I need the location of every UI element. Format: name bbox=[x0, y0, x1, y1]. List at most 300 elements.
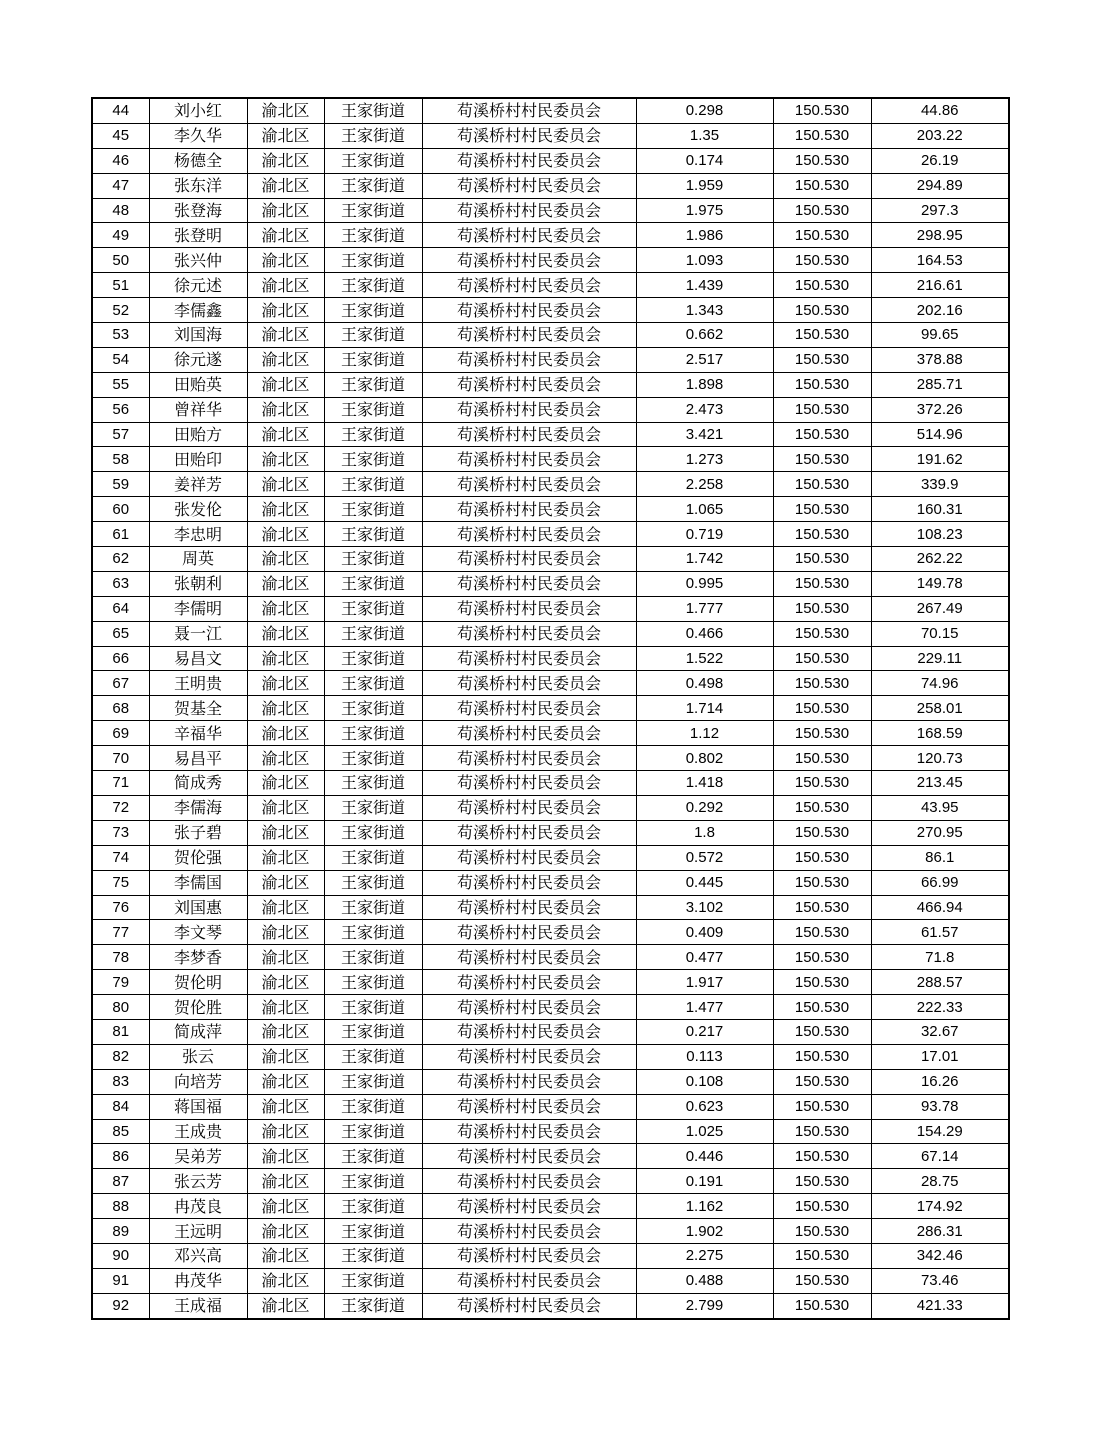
cell-village-committee: 苟溪桥村村民委员会 bbox=[422, 646, 636, 671]
cell-person-name: 刘小红 bbox=[149, 98, 247, 123]
cell-area-value: 1.959 bbox=[636, 173, 773, 198]
cell-subdistrict: 王家街道 bbox=[324, 1094, 422, 1119]
cell-person-name: 聂一江 bbox=[149, 621, 247, 646]
cell-village-committee: 苟溪桥村村民委员会 bbox=[422, 671, 636, 696]
cell-subdistrict: 王家街道 bbox=[324, 372, 422, 397]
cell-village-committee: 苟溪桥村村民委员会 bbox=[422, 497, 636, 522]
cell-village-committee: 苟溪桥村村民委员会 bbox=[422, 347, 636, 372]
cell-person-name: 易昌文 bbox=[149, 646, 247, 671]
cell-amount: 174.92 bbox=[871, 1194, 1009, 1219]
table-row bbox=[92, 1069, 1009, 1094]
cell-amount: 120.73 bbox=[871, 746, 1009, 771]
cell-village-committee: 苟溪桥村村民委员会 bbox=[422, 98, 636, 123]
cell-area-value: 0.174 bbox=[636, 148, 773, 173]
cell-row-number: 90 bbox=[92, 1243, 149, 1268]
cell-amount: 93.78 bbox=[871, 1094, 1009, 1119]
cell-person-name: 王成福 bbox=[149, 1293, 247, 1318]
cell-row-number: 53 bbox=[92, 323, 149, 348]
cell-unit-price: 150.530 bbox=[773, 920, 871, 945]
cell-amount: 108.23 bbox=[871, 522, 1009, 547]
table-row bbox=[92, 1219, 1009, 1244]
cell-area-value: 0.298 bbox=[636, 98, 773, 123]
cell-unit-price: 150.530 bbox=[773, 795, 871, 820]
cell-village-committee: 苟溪桥村村民委员会 bbox=[422, 746, 636, 771]
cell-amount: 342.46 bbox=[871, 1243, 1009, 1268]
cell-district: 渝北区 bbox=[247, 1094, 324, 1119]
cell-person-name: 张登明 bbox=[149, 223, 247, 248]
cell-subdistrict: 王家街道 bbox=[324, 1019, 422, 1044]
cell-subdistrict: 王家街道 bbox=[324, 148, 422, 173]
cell-subdistrict: 王家街道 bbox=[324, 771, 422, 796]
cell-amount: 222.33 bbox=[871, 995, 1009, 1020]
cell-unit-price: 150.530 bbox=[773, 98, 871, 123]
cell-area-value: 1.093 bbox=[636, 248, 773, 273]
cell-unit-price: 150.530 bbox=[773, 1044, 871, 1069]
cell-row-number: 88 bbox=[92, 1194, 149, 1219]
cell-subdistrict: 王家街道 bbox=[324, 1144, 422, 1169]
cell-row-number: 62 bbox=[92, 547, 149, 572]
cell-row-number: 86 bbox=[92, 1144, 149, 1169]
cell-unit-price: 150.530 bbox=[773, 1069, 871, 1094]
cell-amount: 216.61 bbox=[871, 273, 1009, 298]
cell-unit-price: 150.530 bbox=[773, 1169, 871, 1194]
cell-unit-price: 150.530 bbox=[773, 970, 871, 995]
cell-person-name: 简成秀 bbox=[149, 771, 247, 796]
cell-unit-price: 150.530 bbox=[773, 298, 871, 323]
cell-row-number: 45 bbox=[92, 123, 149, 148]
cell-subdistrict: 王家街道 bbox=[324, 945, 422, 970]
cell-unit-price: 150.530 bbox=[773, 522, 871, 547]
cell-row-number: 80 bbox=[92, 995, 149, 1020]
cell-village-committee: 苟溪桥村村民委员会 bbox=[422, 920, 636, 945]
cell-subdistrict: 王家街道 bbox=[324, 497, 422, 522]
cell-subdistrict: 王家街道 bbox=[324, 98, 422, 123]
cell-amount: 514.96 bbox=[871, 422, 1009, 447]
cell-unit-price: 150.530 bbox=[773, 820, 871, 845]
cell-district: 渝北区 bbox=[247, 547, 324, 572]
cell-unit-price: 150.530 bbox=[773, 746, 871, 771]
cell-village-committee: 苟溪桥村村民委员会 bbox=[422, 447, 636, 472]
cell-area-value: 1.975 bbox=[636, 198, 773, 223]
cell-district: 渝北区 bbox=[247, 223, 324, 248]
cell-district: 渝北区 bbox=[247, 1169, 324, 1194]
cell-village-committee: 苟溪桥村村民委员会 bbox=[422, 571, 636, 596]
cell-amount: 86.1 bbox=[871, 845, 1009, 870]
table-row bbox=[92, 995, 1009, 1020]
cell-unit-price: 150.530 bbox=[773, 1293, 871, 1318]
cell-district: 渝北区 bbox=[247, 1243, 324, 1268]
cell-amount: 191.62 bbox=[871, 447, 1009, 472]
cell-village-committee: 苟溪桥村村民委员会 bbox=[422, 1119, 636, 1144]
table-row bbox=[92, 820, 1009, 845]
table-row bbox=[92, 1144, 1009, 1169]
cell-amount: 294.89 bbox=[871, 173, 1009, 198]
cell-row-number: 58 bbox=[92, 447, 149, 472]
cell-subdistrict: 王家街道 bbox=[324, 347, 422, 372]
cell-district: 渝北区 bbox=[247, 671, 324, 696]
table-row bbox=[92, 298, 1009, 323]
cell-person-name: 刘国海 bbox=[149, 323, 247, 348]
table-body bbox=[92, 98, 1009, 1319]
table-row bbox=[92, 397, 1009, 422]
cell-amount: 258.01 bbox=[871, 696, 1009, 721]
cell-area-value: 1.986 bbox=[636, 223, 773, 248]
cell-village-committee: 苟溪桥村村民委员会 bbox=[422, 945, 636, 970]
cell-village-committee: 苟溪桥村村民委员会 bbox=[422, 1094, 636, 1119]
cell-subdistrict: 王家街道 bbox=[324, 323, 422, 348]
cell-district: 渝北区 bbox=[247, 148, 324, 173]
cell-area-value: 1.742 bbox=[636, 547, 773, 572]
cell-district: 渝北区 bbox=[247, 1044, 324, 1069]
cell-district: 渝北区 bbox=[247, 696, 324, 721]
cell-row-number: 91 bbox=[92, 1268, 149, 1293]
cell-person-name: 冉茂良 bbox=[149, 1194, 247, 1219]
cell-subdistrict: 王家街道 bbox=[324, 273, 422, 298]
cell-unit-price: 150.530 bbox=[773, 422, 871, 447]
cell-unit-price: 150.530 bbox=[773, 547, 871, 572]
table-row bbox=[92, 472, 1009, 497]
table-row bbox=[92, 1094, 1009, 1119]
cell-village-committee: 苟溪桥村村民委员会 bbox=[422, 223, 636, 248]
cell-amount: 71.8 bbox=[871, 945, 1009, 970]
cell-district: 渝北区 bbox=[247, 1293, 324, 1318]
cell-area-value: 1.343 bbox=[636, 298, 773, 323]
cell-village-committee: 苟溪桥村村民委员会 bbox=[422, 1194, 636, 1219]
table-row bbox=[92, 173, 1009, 198]
table-row bbox=[92, 372, 1009, 397]
cell-district: 渝北区 bbox=[247, 1268, 324, 1293]
cell-row-number: 66 bbox=[92, 646, 149, 671]
cell-subdistrict: 王家街道 bbox=[324, 248, 422, 273]
cell-amount: 149.78 bbox=[871, 571, 1009, 596]
cell-row-number: 89 bbox=[92, 1219, 149, 1244]
cell-person-name: 李儒明 bbox=[149, 596, 247, 621]
cell-person-name: 李儒海 bbox=[149, 795, 247, 820]
cell-unit-price: 150.530 bbox=[773, 571, 871, 596]
cell-village-committee: 苟溪桥村村民委员会 bbox=[422, 1144, 636, 1169]
cell-district: 渝北区 bbox=[247, 98, 324, 123]
cell-village-committee: 苟溪桥村村民委员会 bbox=[422, 970, 636, 995]
cell-row-number: 52 bbox=[92, 298, 149, 323]
cell-row-number: 78 bbox=[92, 945, 149, 970]
cell-area-value: 0.477 bbox=[636, 945, 773, 970]
cell-person-name: 李儒国 bbox=[149, 870, 247, 895]
cell-village-committee: 苟溪桥村村民委员会 bbox=[422, 1268, 636, 1293]
cell-amount: 73.46 bbox=[871, 1268, 1009, 1293]
table-row bbox=[92, 1044, 1009, 1069]
cell-row-number: 64 bbox=[92, 596, 149, 621]
cell-district: 渝北区 bbox=[247, 721, 324, 746]
cell-person-name: 张云 bbox=[149, 1044, 247, 1069]
cell-unit-price: 150.530 bbox=[773, 447, 871, 472]
cell-unit-price: 150.530 bbox=[773, 870, 871, 895]
cell-unit-price: 150.530 bbox=[773, 596, 871, 621]
cell-district: 渝北区 bbox=[247, 646, 324, 671]
cell-subdistrict: 王家街道 bbox=[324, 447, 422, 472]
cell-unit-price: 150.530 bbox=[773, 1194, 871, 1219]
cell-amount: 421.33 bbox=[871, 1293, 1009, 1318]
cell-district: 渝北区 bbox=[247, 422, 324, 447]
cell-person-name: 张子碧 bbox=[149, 820, 247, 845]
cell-person-name: 贺伦强 bbox=[149, 845, 247, 870]
cell-district: 渝北区 bbox=[247, 1019, 324, 1044]
cell-area-value: 0.113 bbox=[636, 1044, 773, 1069]
cell-village-committee: 苟溪桥村村民委员会 bbox=[422, 472, 636, 497]
table-row bbox=[92, 1293, 1009, 1318]
cell-subdistrict: 王家街道 bbox=[324, 571, 422, 596]
cell-district: 渝北区 bbox=[247, 323, 324, 348]
table-row bbox=[92, 1194, 1009, 1219]
cell-district: 渝北区 bbox=[247, 945, 324, 970]
cell-amount: 297.3 bbox=[871, 198, 1009, 223]
cell-subdistrict: 王家街道 bbox=[324, 1219, 422, 1244]
cell-district: 渝北区 bbox=[247, 198, 324, 223]
cell-person-name: 杨德全 bbox=[149, 148, 247, 173]
cell-subdistrict: 王家街道 bbox=[324, 795, 422, 820]
table-row bbox=[92, 447, 1009, 472]
cell-person-name: 张兴仲 bbox=[149, 248, 247, 273]
cell-subdistrict: 王家街道 bbox=[324, 1243, 422, 1268]
cell-district: 渝北区 bbox=[247, 347, 324, 372]
cell-district: 渝北区 bbox=[247, 397, 324, 422]
cell-village-committee: 苟溪桥村村民委员会 bbox=[422, 123, 636, 148]
cell-area-value: 0.995 bbox=[636, 571, 773, 596]
cell-district: 渝北区 bbox=[247, 596, 324, 621]
cell-unit-price: 150.530 bbox=[773, 273, 871, 298]
table-row bbox=[92, 522, 1009, 547]
cell-district: 渝北区 bbox=[247, 1219, 324, 1244]
cell-district: 渝北区 bbox=[247, 795, 324, 820]
cell-area-value: 0.498 bbox=[636, 671, 773, 696]
cell-unit-price: 150.530 bbox=[773, 1019, 871, 1044]
cell-area-value: 0.719 bbox=[636, 522, 773, 547]
cell-village-committee: 苟溪桥村村民委员会 bbox=[422, 1044, 636, 1069]
cell-unit-price: 150.530 bbox=[773, 646, 871, 671]
table-row bbox=[92, 596, 1009, 621]
cell-unit-price: 150.530 bbox=[773, 223, 871, 248]
table-row bbox=[92, 671, 1009, 696]
cell-unit-price: 150.530 bbox=[773, 372, 871, 397]
cell-amount: 16.26 bbox=[871, 1069, 1009, 1094]
cell-row-number: 81 bbox=[92, 1019, 149, 1044]
cell-unit-price: 150.530 bbox=[773, 721, 871, 746]
cell-unit-price: 150.530 bbox=[773, 1268, 871, 1293]
cell-subdistrict: 王家街道 bbox=[324, 298, 422, 323]
cell-row-number: 60 bbox=[92, 497, 149, 522]
table-row bbox=[92, 347, 1009, 372]
cell-subdistrict: 王家街道 bbox=[324, 820, 422, 845]
cell-amount: 298.95 bbox=[871, 223, 1009, 248]
cell-row-number: 51 bbox=[92, 273, 149, 298]
cell-person-name: 徐元述 bbox=[149, 273, 247, 298]
cell-subdistrict: 王家街道 bbox=[324, 970, 422, 995]
cell-unit-price: 150.530 bbox=[773, 845, 871, 870]
cell-subdistrict: 王家街道 bbox=[324, 173, 422, 198]
cell-row-number: 54 bbox=[92, 347, 149, 372]
cell-unit-price: 150.530 bbox=[773, 497, 871, 522]
cell-row-number: 59 bbox=[92, 472, 149, 497]
cell-row-number: 70 bbox=[92, 746, 149, 771]
cell-row-number: 46 bbox=[92, 148, 149, 173]
cell-village-committee: 苟溪桥村村民委员会 bbox=[422, 248, 636, 273]
cell-area-value: 1.714 bbox=[636, 696, 773, 721]
cell-unit-price: 150.530 bbox=[773, 1243, 871, 1268]
cell-area-value: 1.902 bbox=[636, 1219, 773, 1244]
cell-area-value: 1.162 bbox=[636, 1194, 773, 1219]
cell-subdistrict: 王家街道 bbox=[324, 1169, 422, 1194]
table-row bbox=[92, 646, 1009, 671]
cell-village-committee: 苟溪桥村村民委员会 bbox=[422, 870, 636, 895]
cell-unit-price: 150.530 bbox=[773, 397, 871, 422]
cell-row-number: 65 bbox=[92, 621, 149, 646]
cell-district: 渝北区 bbox=[247, 298, 324, 323]
cell-subdistrict: 王家街道 bbox=[324, 721, 422, 746]
cell-district: 渝北区 bbox=[247, 771, 324, 796]
cell-unit-price: 150.530 bbox=[773, 1219, 871, 1244]
cell-area-value: 0.445 bbox=[636, 870, 773, 895]
cell-subdistrict: 王家街道 bbox=[324, 621, 422, 646]
cell-amount: 66.99 bbox=[871, 870, 1009, 895]
cell-district: 渝北区 bbox=[247, 920, 324, 945]
cell-amount: 17.01 bbox=[871, 1044, 1009, 1069]
cell-district: 渝北区 bbox=[247, 497, 324, 522]
table-row bbox=[92, 1119, 1009, 1144]
cell-district: 渝北区 bbox=[247, 1119, 324, 1144]
table-row bbox=[92, 870, 1009, 895]
cell-district: 渝北区 bbox=[247, 522, 324, 547]
cell-district: 渝北区 bbox=[247, 273, 324, 298]
cell-unit-price: 150.530 bbox=[773, 173, 871, 198]
cell-amount: 32.67 bbox=[871, 1019, 1009, 1044]
cell-subdistrict: 王家街道 bbox=[324, 198, 422, 223]
cell-amount: 286.31 bbox=[871, 1219, 1009, 1244]
cell-unit-price: 150.530 bbox=[773, 248, 871, 273]
cell-subdistrict: 王家街道 bbox=[324, 995, 422, 1020]
cell-area-value: 2.275 bbox=[636, 1243, 773, 1268]
cell-village-committee: 苟溪桥村村民委员会 bbox=[422, 795, 636, 820]
cell-subdistrict: 王家街道 bbox=[324, 522, 422, 547]
cell-unit-price: 150.530 bbox=[773, 1119, 871, 1144]
cell-person-name: 贺基全 bbox=[149, 696, 247, 721]
cell-village-committee: 苟溪桥村村民委员会 bbox=[422, 771, 636, 796]
cell-person-name: 辛福华 bbox=[149, 721, 247, 746]
table-row bbox=[92, 1169, 1009, 1194]
cell-subdistrict: 王家街道 bbox=[324, 845, 422, 870]
cell-amount: 43.95 bbox=[871, 795, 1009, 820]
cell-amount: 28.75 bbox=[871, 1169, 1009, 1194]
cell-row-number: 77 bbox=[92, 920, 149, 945]
cell-row-number: 83 bbox=[92, 1069, 149, 1094]
cell-village-committee: 苟溪桥村村民委员会 bbox=[422, 298, 636, 323]
cell-person-name: 姜祥芳 bbox=[149, 472, 247, 497]
table-row bbox=[92, 945, 1009, 970]
cell-area-value: 2.258 bbox=[636, 472, 773, 497]
cell-row-number: 72 bbox=[92, 795, 149, 820]
table-row bbox=[92, 248, 1009, 273]
cell-subdistrict: 王家街道 bbox=[324, 123, 422, 148]
cell-district: 渝北区 bbox=[247, 820, 324, 845]
cell-row-number: 55 bbox=[92, 372, 149, 397]
cell-row-number: 68 bbox=[92, 696, 149, 721]
cell-subdistrict: 王家街道 bbox=[324, 671, 422, 696]
cell-row-number: 85 bbox=[92, 1119, 149, 1144]
cell-district: 渝北区 bbox=[247, 995, 324, 1020]
cell-village-committee: 苟溪桥村村民委员会 bbox=[422, 547, 636, 572]
cell-person-name: 易昌平 bbox=[149, 746, 247, 771]
cell-village-committee: 苟溪桥村村民委员会 bbox=[422, 422, 636, 447]
cell-unit-price: 150.530 bbox=[773, 148, 871, 173]
cell-unit-price: 150.530 bbox=[773, 1144, 871, 1169]
cell-amount: 372.26 bbox=[871, 397, 1009, 422]
cell-row-number: 44 bbox=[92, 98, 149, 123]
cell-village-committee: 苟溪桥村村民委员会 bbox=[422, 148, 636, 173]
table-row bbox=[92, 123, 1009, 148]
cell-district: 渝北区 bbox=[247, 1144, 324, 1169]
cell-village-committee: 苟溪桥村村民委员会 bbox=[422, 1293, 636, 1318]
cell-subdistrict: 王家街道 bbox=[324, 920, 422, 945]
cell-unit-price: 150.530 bbox=[773, 347, 871, 372]
cell-person-name: 徐元遂 bbox=[149, 347, 247, 372]
cell-village-committee: 苟溪桥村村民委员会 bbox=[422, 1243, 636, 1268]
cell-district: 渝北区 bbox=[247, 870, 324, 895]
cell-amount: 288.57 bbox=[871, 970, 1009, 995]
cell-district: 渝北区 bbox=[247, 746, 324, 771]
cell-district: 渝北区 bbox=[247, 472, 324, 497]
cell-amount: 26.19 bbox=[871, 148, 1009, 173]
cell-area-value: 0.466 bbox=[636, 621, 773, 646]
table-row bbox=[92, 970, 1009, 995]
cell-amount: 203.22 bbox=[871, 123, 1009, 148]
cell-person-name: 邓兴高 bbox=[149, 1243, 247, 1268]
cell-row-number: 57 bbox=[92, 422, 149, 447]
cell-person-name: 蒋国福 bbox=[149, 1094, 247, 1119]
table-row bbox=[92, 1019, 1009, 1044]
cell-row-number: 92 bbox=[92, 1293, 149, 1318]
cell-village-committee: 苟溪桥村村民委员会 bbox=[422, 1169, 636, 1194]
table-row bbox=[92, 795, 1009, 820]
cell-subdistrict: 王家街道 bbox=[324, 895, 422, 920]
cell-unit-price: 150.530 bbox=[773, 945, 871, 970]
cell-person-name: 吴弟芳 bbox=[149, 1144, 247, 1169]
cell-person-name: 田贻方 bbox=[149, 422, 247, 447]
cell-amount: 262.22 bbox=[871, 547, 1009, 572]
table-row bbox=[92, 746, 1009, 771]
cell-amount: 202.16 bbox=[871, 298, 1009, 323]
cell-district: 渝北区 bbox=[247, 621, 324, 646]
table-row bbox=[92, 696, 1009, 721]
cell-area-value: 1.12 bbox=[636, 721, 773, 746]
cell-district: 渝北区 bbox=[247, 895, 324, 920]
cell-subdistrict: 王家街道 bbox=[324, 1293, 422, 1318]
cell-row-number: 63 bbox=[92, 571, 149, 596]
cell-district: 渝北区 bbox=[247, 173, 324, 198]
table-row bbox=[92, 1268, 1009, 1293]
cell-village-committee: 苟溪桥村村民委员会 bbox=[422, 372, 636, 397]
cell-unit-price: 150.530 bbox=[773, 1094, 871, 1119]
cell-person-name: 张登海 bbox=[149, 198, 247, 223]
cell-village-committee: 苟溪桥村村民委员会 bbox=[422, 596, 636, 621]
table-row bbox=[92, 721, 1009, 746]
cell-person-name: 张云芳 bbox=[149, 1169, 247, 1194]
cell-subdistrict: 王家街道 bbox=[324, 547, 422, 572]
table-row bbox=[92, 547, 1009, 572]
cell-amount: 339.9 bbox=[871, 472, 1009, 497]
cell-person-name: 李忠明 bbox=[149, 522, 247, 547]
cell-district: 渝北区 bbox=[247, 1069, 324, 1094]
cell-area-value: 2.473 bbox=[636, 397, 773, 422]
cell-unit-price: 150.530 bbox=[773, 771, 871, 796]
cell-subdistrict: 王家街道 bbox=[324, 422, 422, 447]
